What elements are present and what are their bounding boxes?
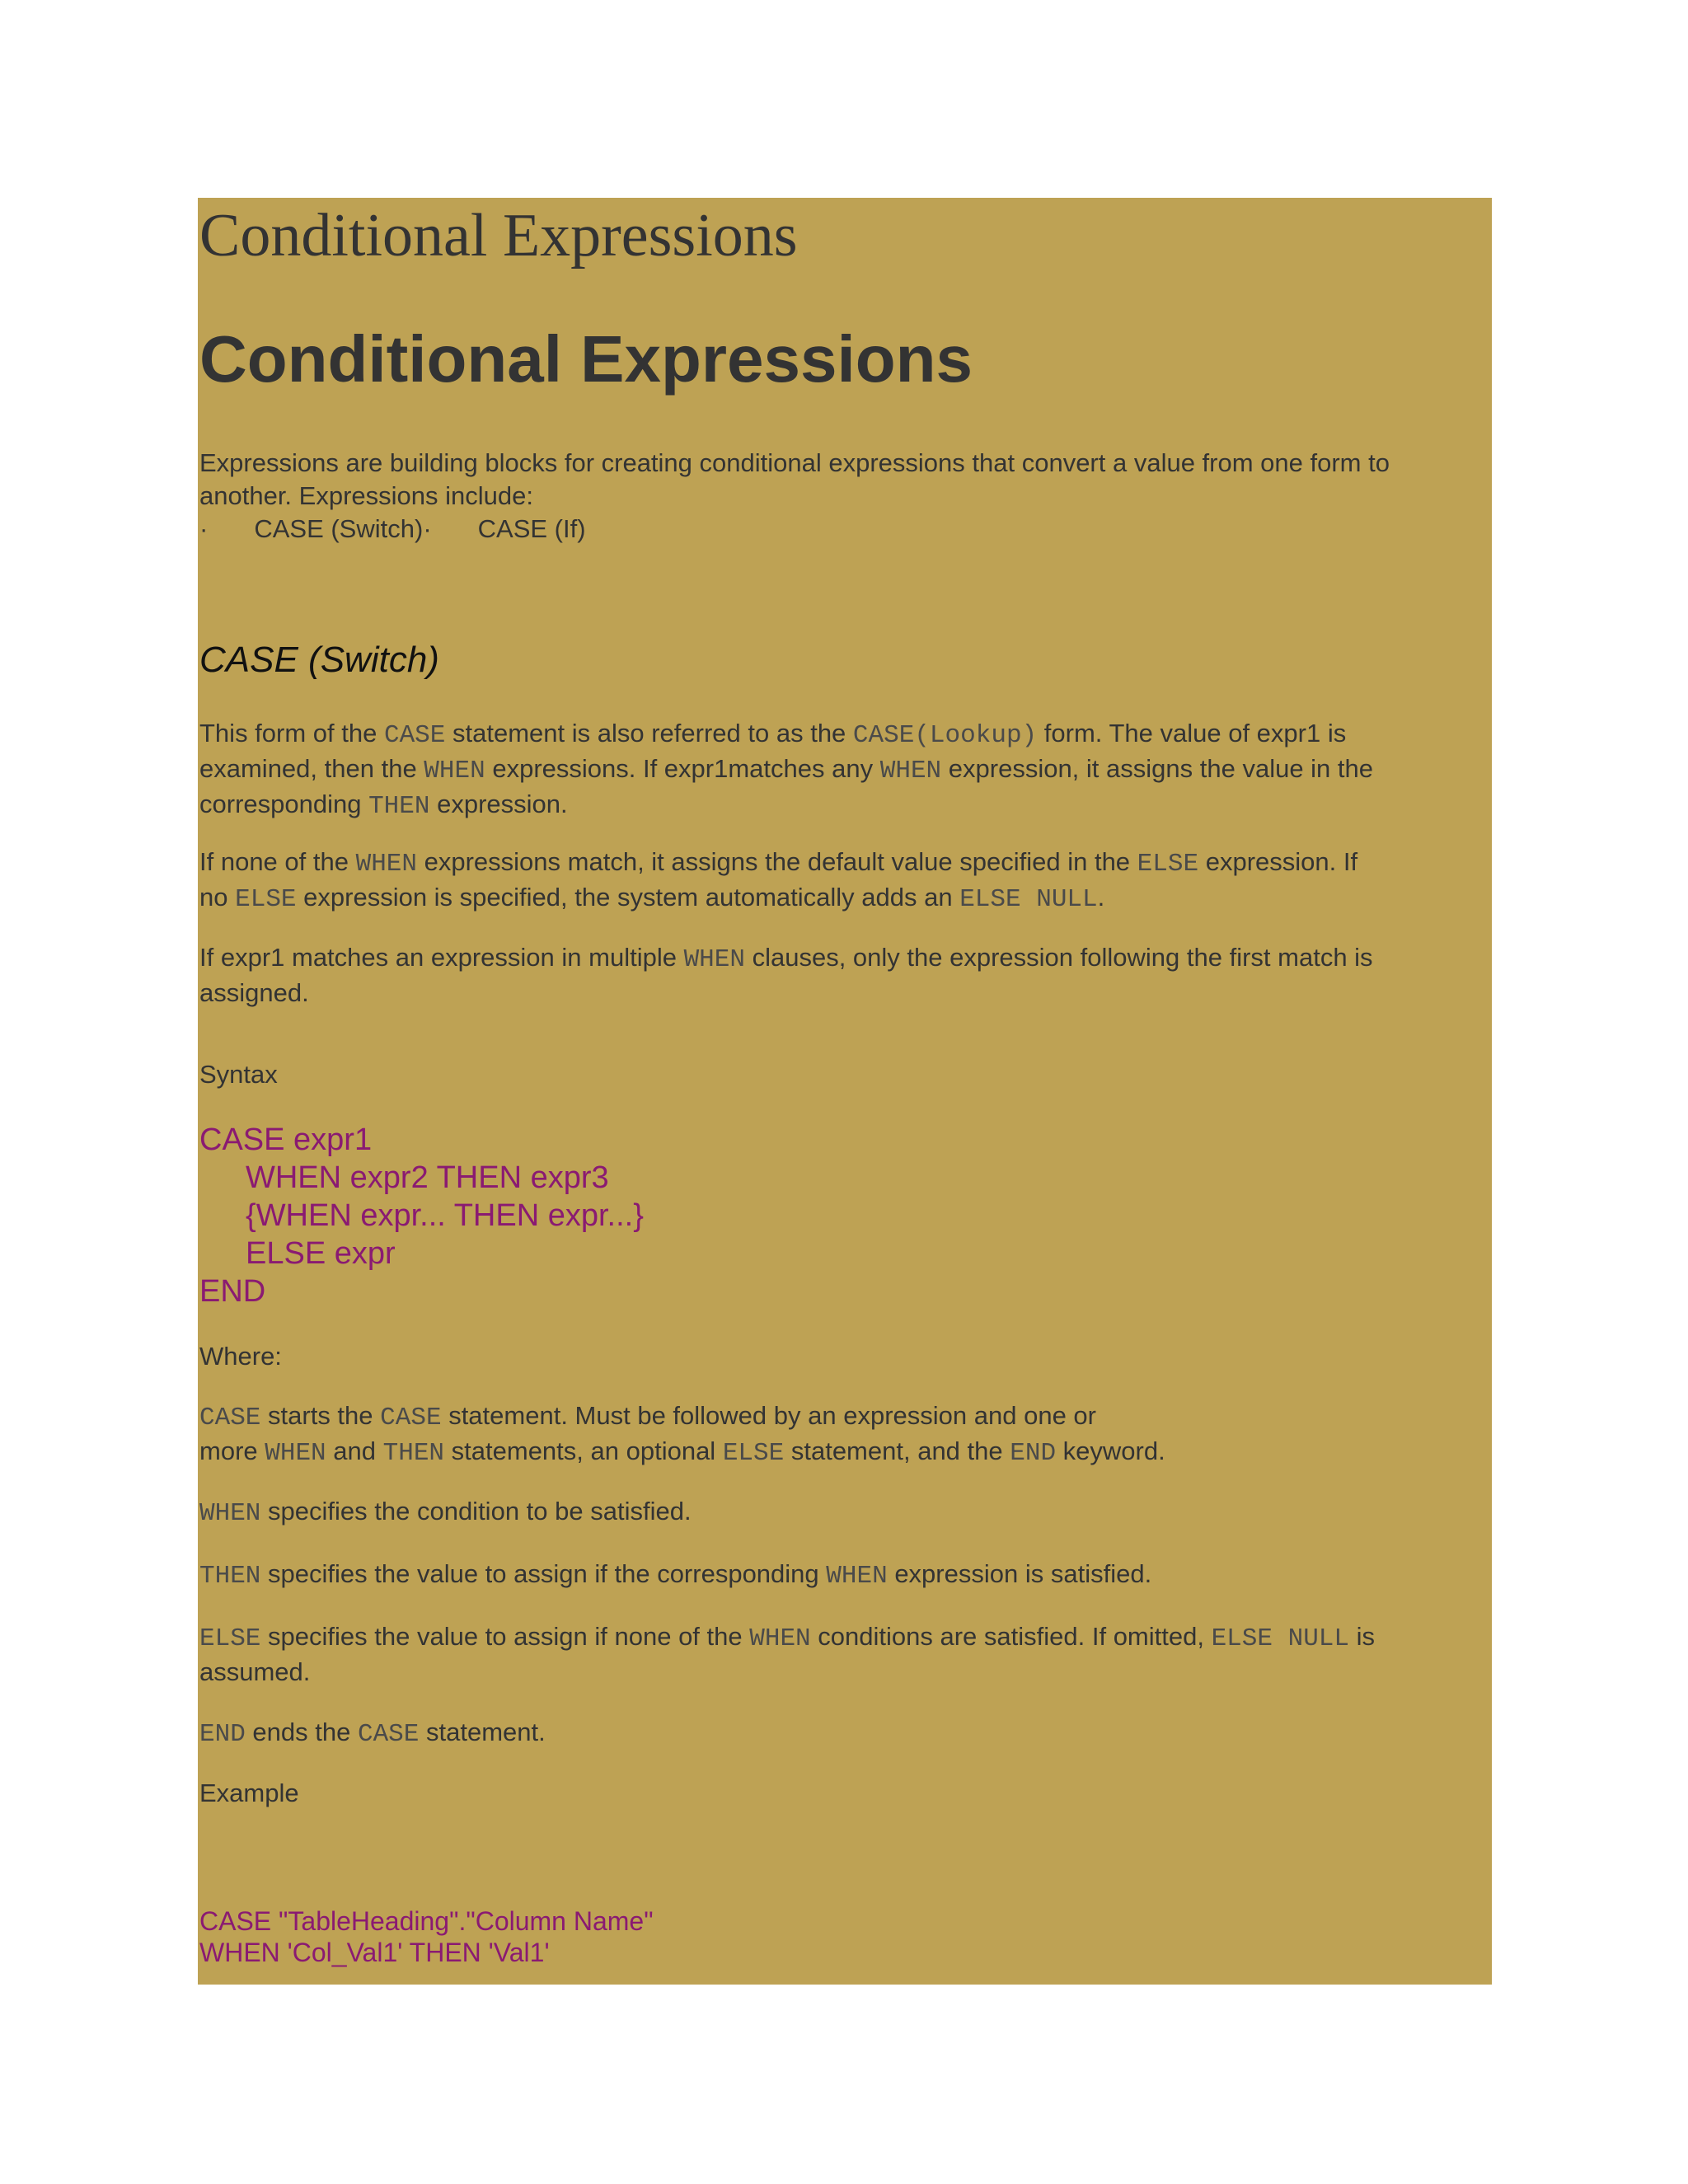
code-keyword: CASE <box>383 721 446 750</box>
text-run: expression, it assigns the value in the <box>941 754 1374 783</box>
code-keyword: THEN <box>382 1439 445 1468</box>
where-item-when <box>199 1495 692 1530</box>
page-title-heading: Conditional Expressions <box>199 322 973 396</box>
text-run: statement, and the <box>784 1436 1010 1465</box>
text-run: examined, then the <box>199 754 424 783</box>
text-run: assumed. <box>199 1657 311 1686</box>
code-keyword: WHEN <box>683 945 745 974</box>
text-run: statement is also referred to as the <box>445 719 853 748</box>
code-keyword: CASE(Lookup) <box>852 721 1038 750</box>
syntax-line: {WHEN expr... THEN expr...} <box>246 1198 644 1233</box>
where-item-then <box>199 1558 1151 1593</box>
bullet-item-case-if: CASE (If) <box>477 514 586 543</box>
text-run: ends the <box>245 1718 358 1746</box>
text-run: specifies the value to assign if the corresponding <box>260 1559 827 1588</box>
text-run: expressions. If expr1matches any <box>485 754 880 783</box>
example-code-block <box>199 1905 654 1968</box>
code-keyword: ELSE <box>199 1624 261 1653</box>
where-label: Where: <box>199 1342 282 1371</box>
syntax-block <box>199 1121 644 1310</box>
code-keyword: WHEN <box>355 850 418 879</box>
code-keyword: WHEN <box>424 757 485 785</box>
where-item-case <box>199 1399 1165 1470</box>
switch-paragraph-3 <box>199 941 1373 1010</box>
bullet-item-case-switch: CASE (Switch) <box>254 514 424 543</box>
code-keyword: WHEN <box>879 757 942 785</box>
text-run: statement. Must be followed by an expression and one or <box>441 1401 1096 1430</box>
code-keyword: CASE <box>357 1720 420 1749</box>
syntax-line: CASE expr1 <box>199 1122 373 1157</box>
where-item-end <box>199 1716 546 1751</box>
text-run: statements, an optional <box>444 1436 723 1465</box>
intro-bullets <box>199 513 1390 546</box>
switch-paragraph-2 <box>199 846 1357 916</box>
code-keyword: WHEN <box>265 1439 326 1468</box>
text-run: expression. <box>429 790 568 818</box>
syntax-label: Syntax <box>199 1060 278 1089</box>
where-item-else <box>199 1620 1375 1689</box>
switch-paragraph-1 <box>199 717 1373 823</box>
code-keyword: WHEN <box>749 1624 811 1653</box>
code-keyword: ELSE NULL <box>959 885 1098 914</box>
text-run: expression is satisfied. <box>887 1559 1152 1588</box>
text-run: more <box>199 1436 265 1465</box>
code-keyword: END <box>199 1720 246 1749</box>
syntax-line: END <box>199 1274 266 1309</box>
page-title-serif: Conditional Expressions <box>199 202 798 269</box>
text-run: conditions are satisfied. If omitted, <box>810 1622 1212 1651</box>
intro-paragraph <box>199 447 1390 546</box>
bullet-dot: · <box>423 514 432 543</box>
syntax-line: ELSE expr <box>246 1236 396 1271</box>
code-keyword: ELSE NULL <box>1211 1624 1350 1653</box>
code-keyword: THEN <box>199 1562 261 1591</box>
text-run: expression. If <box>1198 847 1358 876</box>
example-label: Example <box>199 1779 299 1807</box>
code-keyword: WHEN <box>199 1499 261 1528</box>
text-run: . <box>1097 883 1105 912</box>
code-keyword: ELSE <box>722 1439 785 1468</box>
text-run: expression is specified, the system automatically adds an <box>296 883 960 912</box>
text-run: If expr1 matches an expression in multiple <box>199 943 684 972</box>
text-run: clauses, only the expression following the first match is <box>744 943 1373 972</box>
text-run: specifies the value to assign if none of the <box>260 1622 750 1651</box>
text-run: and <box>326 1436 383 1465</box>
code-keyword: CASE <box>199 1404 261 1432</box>
text-run: assigned. <box>199 978 309 1007</box>
text-run: keyword. <box>1056 1436 1165 1465</box>
code-keyword: ELSE <box>1137 850 1199 879</box>
syntax-line: WHEN expr2 THEN expr3 <box>246 1160 609 1195</box>
text-run: starts the <box>260 1401 381 1430</box>
text-run: statement. <box>419 1718 546 1746</box>
example-line: WHEN 'Col_Val1' THEN 'Val1' <box>199 1938 550 1967</box>
text-run: form. The value of expr1 is <box>1037 719 1347 748</box>
bullet-dot: · <box>199 514 209 543</box>
code-keyword: CASE <box>380 1404 442 1432</box>
code-keyword: WHEN <box>826 1562 888 1591</box>
code-keyword: ELSE <box>235 885 297 914</box>
text-run: If none of the <box>199 847 356 876</box>
text-run: This form of the <box>199 719 384 748</box>
intro-line: another. Expressions include: <box>199 481 533 510</box>
text-run: expressions match, it assigns the default value specified in the <box>417 847 1137 876</box>
document-panel <box>198 198 1492 1985</box>
text-run: specifies the condition to be satisfied. <box>260 1497 692 1526</box>
text-run: no <box>199 883 236 912</box>
section-heading-case-switch: CASE (Switch) <box>199 640 439 680</box>
text-run: corresponding <box>199 790 369 818</box>
intro-line: Expressions are building blocks for creating conditional expressions that convert a value from one form to <box>199 448 1390 477</box>
text-run: is <box>1349 1622 1376 1651</box>
example-line: CASE "TableHeading"."Column Name" <box>199 1906 654 1936</box>
code-keyword: THEN <box>368 792 430 821</box>
code-keyword: END <box>1010 1439 1057 1468</box>
